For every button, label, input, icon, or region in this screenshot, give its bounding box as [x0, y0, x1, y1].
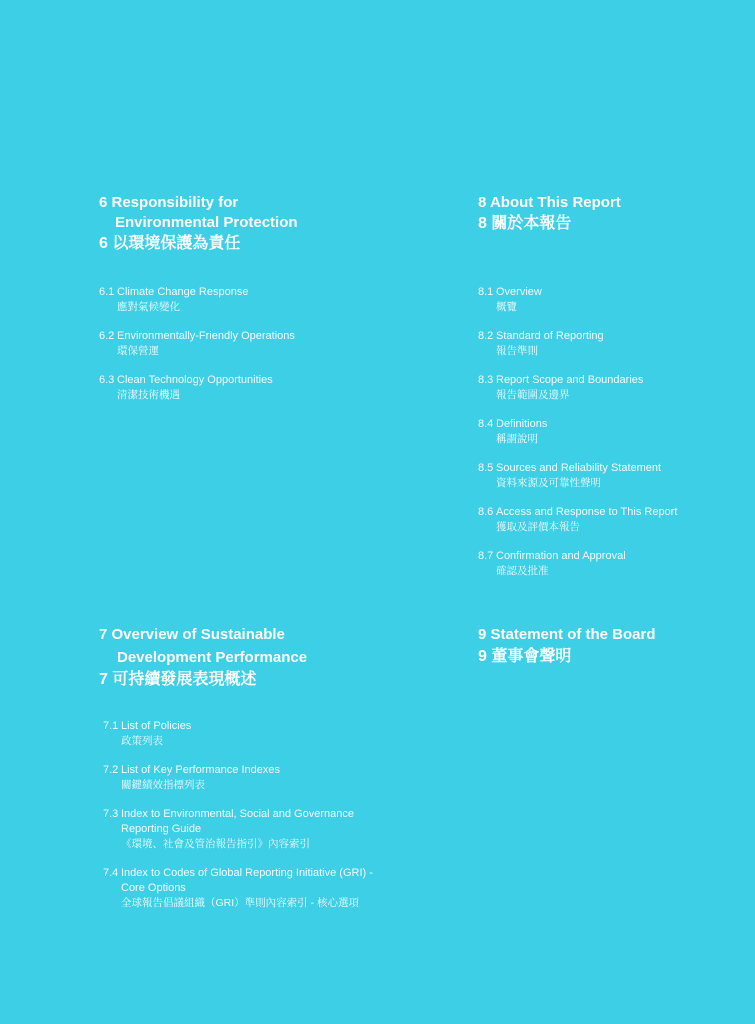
item-number: 8.4: [478, 418, 494, 430]
item-number: 8.3: [478, 374, 494, 386]
item-title-zh: 報告準則: [496, 345, 538, 357]
item-title-en: List of Key Performance Indexes: [121, 764, 280, 776]
section-9: [478, 623, 738, 668]
item-title-zh: 政策列表: [121, 735, 163, 747]
item-title-en: Environmentally-Friendly Operations: [117, 330, 295, 342]
item-title-zh: 《環境、社會及管治報告指引》內容索引: [121, 838, 310, 850]
section-7: [99, 623, 429, 925]
section-8-title-en: 8 About This Report: [478, 194, 621, 211]
item-number: 7.3: [103, 808, 119, 820]
item-title-zh: 應對氣候變化: [117, 301, 180, 313]
item-title-en: Clean Technology Opportunities: [117, 374, 273, 386]
section-7-title-en-line2: Development Performance: [117, 649, 308, 666]
section-8: [478, 193, 738, 593]
item-title-zh: 環保營運: [117, 345, 159, 357]
section-7-title-en-line1: 7 Overview of Sustainable: [99, 626, 285, 643]
toc-item-8-6[interactable]: [478, 505, 738, 535]
section-6-title-en-line1: 6 Responsibility for: [99, 194, 239, 211]
item-title-en: Confirmation and Approval: [496, 550, 626, 562]
section-6-title-zh: 6 以環境保護為責任: [99, 235, 241, 252]
toc-item-8-7[interactable]: [478, 549, 738, 579]
item-number: 8.1: [478, 286, 494, 298]
item-title-zh: 資料來源及可靠性聲明: [496, 477, 601, 489]
section-7-title-en: [99, 623, 429, 669]
toc-item-6-1[interactable]: [99, 285, 439, 315]
toc-item-7-2[interactable]: [103, 763, 429, 793]
item-title-en: List of Policies: [121, 720, 192, 732]
item-title-zh: 概覽: [496, 301, 517, 313]
toc-item-8-1[interactable]: [478, 285, 738, 315]
toc-item-7-1[interactable]: [103, 719, 429, 749]
item-title-en: Index to Codes of Global Reporting Initiative (GRI) -: [121, 867, 373, 879]
toc-item-6-2[interactable]: [99, 329, 439, 359]
item-number: 8.7: [478, 550, 494, 562]
item-title-zh: 稱謂說明: [496, 433, 538, 445]
item-title-en: Sources and Reliability Statement: [496, 462, 662, 474]
item-title-en: Overview: [496, 286, 542, 298]
item-title-en: Access and Response to This Report: [496, 506, 678, 518]
toc-item-8-2[interactable]: [478, 329, 738, 359]
item-title-en: Index to Environmental, Social and Governance: [121, 808, 354, 820]
item-number: 7.1: [103, 720, 119, 732]
toc-item-7-4[interactable]: [103, 866, 429, 911]
toc-item-7-3[interactable]: [103, 807, 429, 852]
item-number: 8.5: [478, 462, 494, 474]
item-title-zh: 報告範圍及邊界: [496, 389, 570, 401]
section-6-title-en-line2: Environmental Protection: [115, 214, 298, 231]
item-title-en: Climate Change Response: [117, 286, 249, 298]
item-number: 6.2: [99, 330, 115, 342]
item-number: 6.3: [99, 374, 115, 386]
item-title-zh: 清潔技術機遇: [117, 389, 180, 401]
section-9-title-zh: 9 董事會聲明: [478, 648, 572, 665]
toc-item-8-5[interactable]: [478, 461, 738, 491]
section-9-title-en: 9 Statement of the Board: [478, 626, 656, 643]
item-title-en-line2: Core Options: [121, 882, 186, 894]
item-number: 7.2: [103, 764, 119, 776]
item-title-en: Report Scope and Boundaries: [496, 374, 644, 386]
section-6-title-en: [99, 193, 439, 233]
toc-item-6-3[interactable]: [99, 373, 439, 403]
item-title-en: Definitions: [496, 418, 548, 430]
item-title-zh: 確認及批准: [496, 565, 549, 577]
item-number: 6.1: [99, 286, 115, 298]
item-title-en-line2: Reporting Guide: [121, 823, 202, 835]
item-number: 8.2: [478, 330, 494, 342]
section-6: [99, 193, 439, 417]
item-title-zh: 獲取及評價本報告: [496, 521, 580, 533]
item-title-en: Standard of Reporting: [496, 330, 604, 342]
section-8-title-zh: 8 關於本報告: [478, 215, 572, 232]
item-title-zh: 全球報告倡議組織（GRI）準則內容索引 - 核心選項: [121, 897, 359, 909]
item-title-zh: 關鍵績效指標列表: [121, 779, 205, 791]
section-7-title-zh: 7 可持續發展表現概述: [99, 671, 257, 688]
item-number: 8.6: [478, 506, 494, 518]
item-number: 7.4: [103, 867, 119, 879]
toc-item-8-4[interactable]: [478, 417, 738, 447]
toc-item-8-3[interactable]: [478, 373, 738, 403]
